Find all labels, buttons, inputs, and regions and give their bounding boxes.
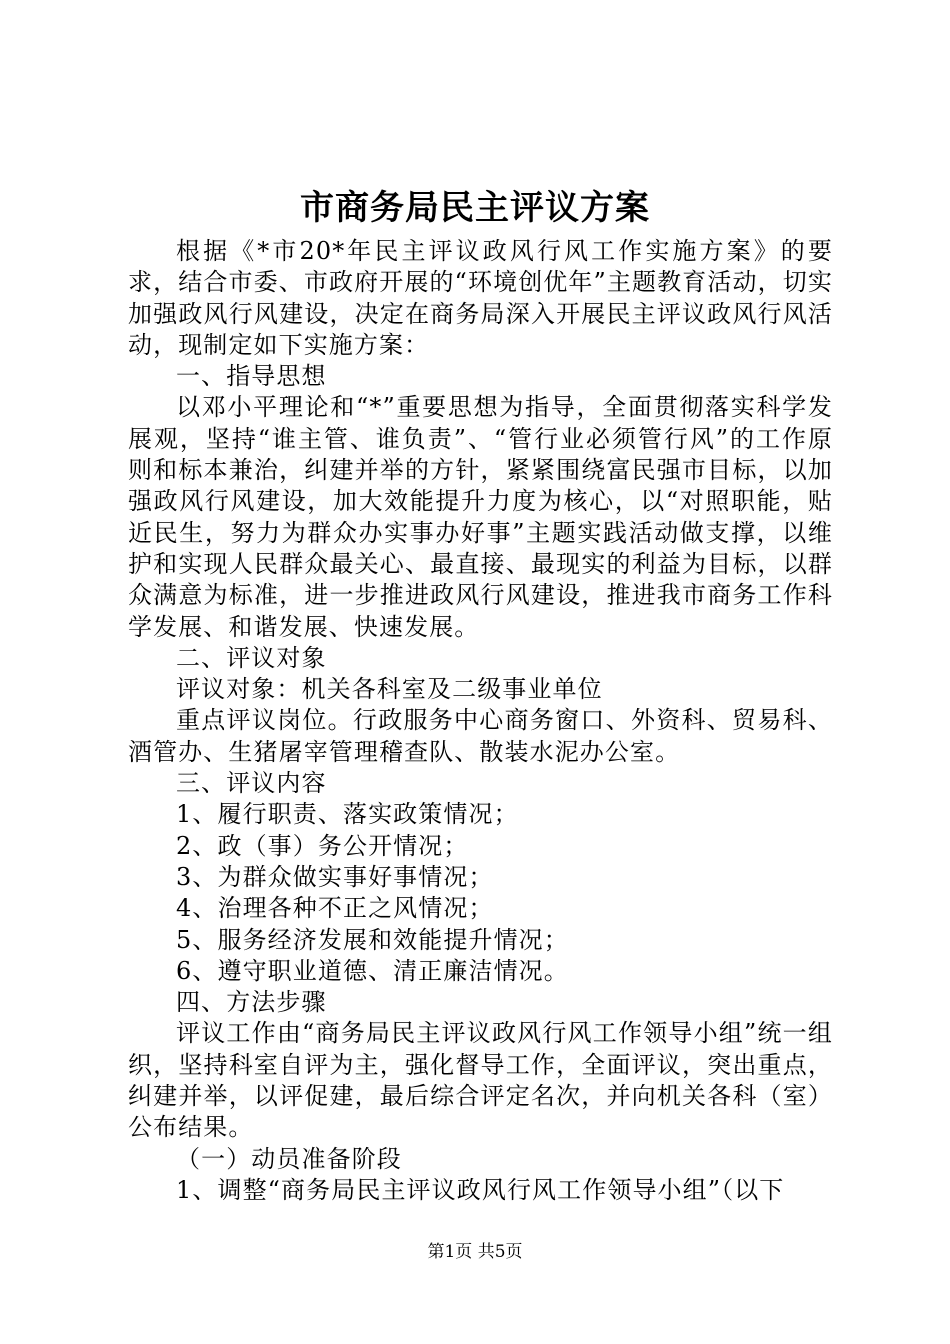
paragraph-preparation-item: 1、调整“商务局民主评议政风行风工作领导小组”（以下 — [176, 1175, 785, 1204]
heading-methods-steps: 四、方法步骤 — [176, 988, 327, 1017]
paragraph-evaluation-targets: 评议对象：机关各科室及二级事业单位 — [176, 675, 603, 704]
paragraph-guiding-ideology: 以邓小平理论和“*”重要思想为指导，全面贯彻落实科学发展观，坚持“谁主管、谁负责”、“管行业必须管行风”的工作原则和标本兼治，纠建并举的方针，紧紧围绕富民强市目标，以加强政风行风建设，加大效能提升力度为核心，以“对照职能，贴近民生，努力为群众办实事办好事”主题实践活动做支撑，以维护和实现人民群众最关心、最直接、最现实的利益为目标，以群众满意为标准，进一步推进政风行风建设，推进我市商务工作科学发展、和谐发展、快速发展。 — [128, 393, 833, 641]
paragraph-intro: 根据《*市20*年民主评议政风行风工作实施方案》的要求，结合市委、市政府开展的“环境创优年”主题教育活动，切实加强政风行风建设，决定在商务局深入开展民主评议政风行风活动，现制定如下实施方案： — [128, 237, 833, 359]
list-item: 5、服务经济发展和效能提升情况； — [176, 925, 569, 954]
list-item: 1、履行职责、落实政策情况； — [176, 800, 519, 829]
heading-evaluation-targets: 二、评议对象 — [176, 643, 327, 672]
paragraph-key-positions: 重点评议岗位。行政服务中心商务窗口、外资科、贸易科、酒管办、生猪屠宰管理稽查队、散装水泥办公室。 — [128, 706, 833, 766]
list-item: 3、为群众做实事好事情况； — [176, 862, 494, 891]
list-item: 6、遵守职业道德、清正廉洁情况。 — [176, 956, 569, 985]
heading-preparation-stage: （一）动员准备阶段 — [176, 1144, 402, 1173]
document-body — [128, 236, 833, 1206]
list-item: 2、政（事）务公开情况； — [176, 831, 469, 860]
list-item: 4、治理各种不正之风情况； — [176, 894, 494, 923]
heading-guiding-ideology: 一、指导思想 — [176, 362, 327, 391]
paragraph-methods: 评议工作由“商务局民主评议政风行风工作领导小组”统一组织，坚持科室自评为主，强化督导工作，全面评议，突出重点，纠建并举，以评促建，最后综合评定名次，并向机关各科（室）公布结果。 — [128, 1019, 833, 1142]
page-number: 第1页 共5页 — [427, 1242, 523, 1262]
document-title: 市商务局民主评议方案 — [300, 188, 650, 228]
heading-evaluation-content: 三、评议内容 — [176, 769, 327, 798]
